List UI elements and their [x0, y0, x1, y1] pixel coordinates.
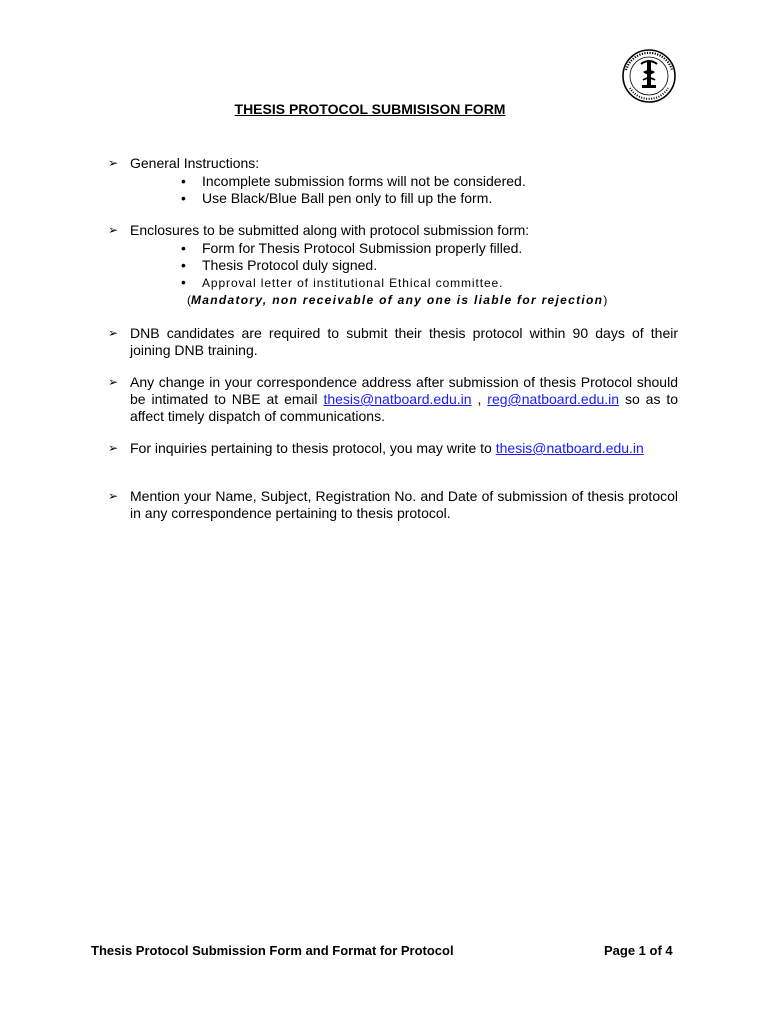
- section-heading: Enclosures to be submitted along with protocol submission form:: [130, 222, 530, 238]
- footer-title: Thesis Protocol Submission Form and Format for Protocol: [91, 943, 454, 958]
- address-change-paragraph: [108, 374, 678, 425]
- address-separator: ,: [477, 391, 482, 407]
- list-item: • Thesis Protocol duly signed.: [181, 257, 678, 274]
- arrowhead-icon: ➢: [108, 441, 119, 455]
- bullet-list: [181, 240, 678, 292]
- mandatory-note: (Mandatory, non receivable of any one is liable for rejection): [187, 293, 608, 307]
- arrowhead-icon: ➢: [108, 489, 119, 503]
- page-number: Page 1 of 4: [604, 943, 673, 958]
- bullet-list: [181, 173, 678, 207]
- list-item: • Form for Thesis Protocol Submission properly filled.: [181, 240, 678, 257]
- reg-email-link[interactable]: reg@natboard.edu.in: [487, 391, 620, 407]
- nbe-logo: [614, 48, 684, 104]
- mention-paragraph: [108, 488, 678, 522]
- arrowhead-icon: ➢: [108, 326, 119, 340]
- list-item: • Incomplete submission forms will not be considered.: [181, 173, 678, 190]
- page-title: THESIS PROTOCOL SUBMISISON FORM: [234, 101, 506, 117]
- list-item: • Use Black/Blue Ball pen only to fill up the form.: [181, 190, 678, 207]
- inquiries-email-link[interactable]: thesis@natboard.edu.in: [495, 440, 644, 456]
- general-instructions-section: [108, 155, 678, 207]
- section-heading: General Instructions:: [130, 155, 260, 171]
- address-text-post: so as to affect timely dispatch of communications.: [130, 391, 679, 424]
- thesis-email-link[interactable]: thesis@natboard.edu.in: [323, 391, 472, 407]
- address-text-pre: Any change in your correspondence address after submission of thesis Protocol should be intimated to NBE at email: [130, 374, 678, 407]
- mandatory-note-text: Mandatory, non receivable of any one is liable for rejection: [191, 293, 604, 307]
- mention-text: Mention your Name, Subject, Registration No. and Date of submission of thesis protocol in any correspondence pertaining to thesis protocol.: [130, 488, 678, 521]
- list-item: [181, 274, 678, 292]
- arrowhead-icon: ➢: [108, 375, 119, 389]
- inquiries-text: For inquiries pertaining to thesis protocol, you may write to: [130, 440, 492, 456]
- arrowhead-icon: ➢: [108, 156, 119, 170]
- approval-text: Approval letter of institutional Ethical committee.: [202, 276, 504, 290]
- arrowhead-icon: ➢: [108, 223, 119, 237]
- enclosures-section: [108, 222, 678, 309]
- dnb-text: DNB candidates are required to submit their thesis protocol within 90 days of their joining DNB training.: [130, 325, 678, 358]
- inquiries-paragraph: [108, 440, 678, 457]
- dnb-paragraph: [108, 325, 678, 359]
